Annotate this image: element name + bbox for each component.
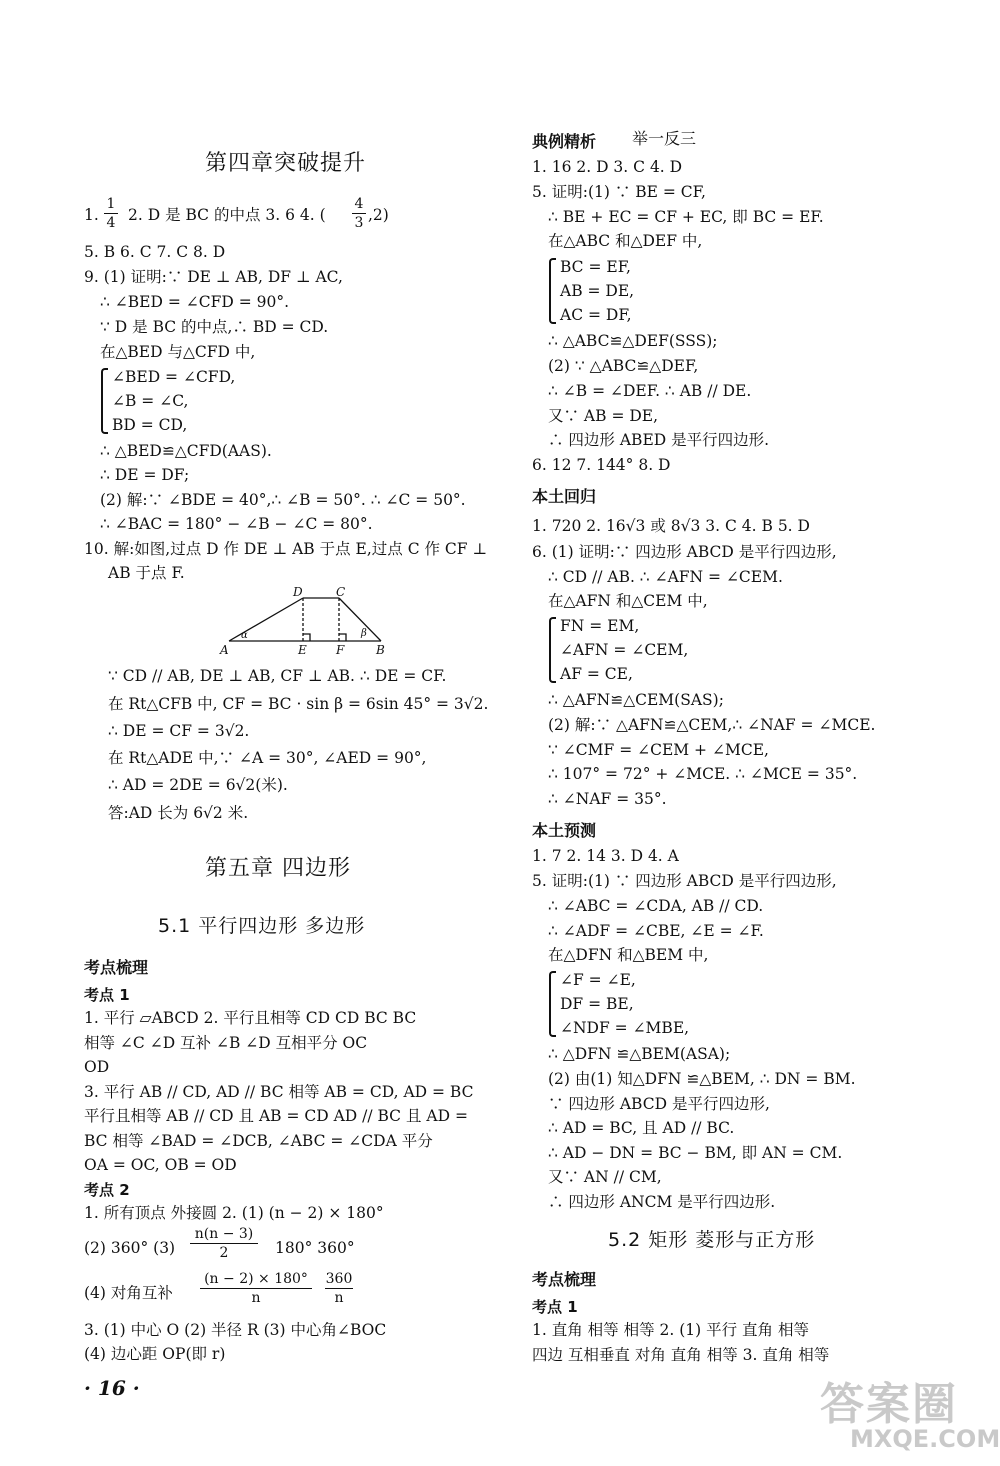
- ans-line: ∴ ∠NAF = 35°.: [548, 790, 667, 808]
- ans-line: ∠NDF = ∠MBE,: [560, 1019, 690, 1037]
- ans-line: DF = BE,: [560, 995, 634, 1013]
- ans-line: 平行且相等 AB // CD 且 AB = CD AD // BC 且 AD =: [84, 1107, 468, 1125]
- watermark-url: MXQE.COM: [850, 1425, 1000, 1453]
- ans-line: (2) 解:∵ ∠BDE = 40°,∴ ∠B = 50°. ∴ ∠C = 50°.: [100, 491, 466, 509]
- label-c: C: [336, 585, 346, 599]
- ans-line: ∴ DE = CF = 3√2.: [108, 722, 250, 740]
- dianli-heading: 典例精析: [532, 132, 597, 151]
- ans-line: 相等 ∠C ∠D 互补 ∠B ∠D 互相平分 OC: [84, 1034, 368, 1052]
- ans-line: ∵ CD // AB, DE ⊥ AB, CF ⊥ AB. ∴ DE = CF.: [108, 667, 447, 685]
- dianli-subheading: 举一反三: [632, 129, 697, 148]
- ans-line: ∴ △ABC≌△DEF(SSS);: [548, 332, 718, 350]
- ans-line: (2) 由(1) 知△DFN ≌△BEM, ∴ DN = BM.: [548, 1070, 856, 1088]
- ans-line: 1.: [84, 206, 99, 224]
- ans-line: ∴ ∠BED = ∠CFD = 90°.: [100, 293, 290, 311]
- ans-line: ∴ △DFN ≌△BEM(ASA);: [548, 1045, 731, 1063]
- ans-line: ∠BED = ∠CFD,: [112, 368, 236, 386]
- ans-line: ∴ 四边形 ABED 是平行四边形.: [548, 431, 770, 449]
- ans-line: 1. 7 2. 14 3. D 4. A: [532, 847, 679, 865]
- ans-line: ∴ ∠BAC = 180° − ∠B − ∠C = 80°.: [100, 515, 373, 533]
- ans-line: BD = CD,: [112, 416, 188, 434]
- ans-line: AB = DE,: [560, 282, 635, 300]
- ans-line: 5. 证明:(1) ∵ 四边形 ABCD 是平行四边形,: [532, 872, 837, 890]
- ans-line: BC 相等 ∠BAD = ∠DCB, ∠ABC = ∠CDA 平分: [84, 1132, 433, 1150]
- ans-line: (2) 360° (3): [84, 1239, 176, 1257]
- ans-line: ,2): [368, 206, 389, 224]
- section52-title: 5.2 矩形 菱形与正方形: [608, 1229, 816, 1251]
- ans-line: ∴ ∠ABC = ∠CDA, AB // CD.: [548, 897, 764, 915]
- ans-line: ∵ ∠CMF = ∠CEM + ∠MCE,: [548, 741, 769, 759]
- fraction: 360 n: [325, 1271, 353, 1306]
- ans-line: ∠B = ∠C,: [112, 392, 189, 410]
- ans-line: BC = EF,: [560, 258, 631, 276]
- ans-line: AC = DF,: [560, 306, 632, 324]
- ans-line: 又∵ AB = DE,: [548, 407, 659, 425]
- ans-line: 在 Rt△CFB 中, CF = BC · sin β = 6sin 45° = 3√2.: [108, 695, 489, 713]
- watermark-logo: 答案圈: [820, 1379, 958, 1430]
- ans-line: 1. 720 2. 16√3 或 8√3 3. C 4. B 5. D: [532, 517, 810, 535]
- label-e: E: [298, 643, 307, 657]
- kaodian-heading: 考点 1: [84, 986, 130, 1004]
- kaodian-heading: 考点 1: [532, 1298, 578, 1316]
- fraction: 4 3: [352, 196, 366, 231]
- ans-line: (2) 解:∵ △AFN≌△CEM,∴ ∠NAF = ∠MCE.: [548, 716, 876, 734]
- ans-line: 又∵ AN // CM,: [548, 1168, 662, 1186]
- page-number: · 16 ·: [84, 1376, 140, 1400]
- fraction: 1 4: [104, 196, 118, 231]
- bentu-yuce-heading: 本土预测: [532, 821, 597, 840]
- ans-line: ∴ ∠ADF = ∠CBE, ∠E = ∠F.: [548, 922, 764, 940]
- ans-line: AF = CE,: [560, 665, 633, 683]
- label-a: A: [220, 643, 229, 657]
- ans-line: 1. 平行 ▱ABCD 2. 平行且相等 CD CD BC BC: [84, 1009, 417, 1027]
- ans-line: ∴ CD // AB. ∴ ∠AFN = ∠CEM.: [548, 568, 783, 586]
- fraction: (n − 2) × 180° n: [200, 1271, 312, 1306]
- ans-line: OD: [84, 1058, 110, 1076]
- ans-line: (4) 对角互补: [84, 1284, 173, 1302]
- ans-line: 答:AD 长为 6√2 米.: [108, 804, 249, 822]
- kaodian-shuli-heading: 考点梳理: [532, 1270, 597, 1289]
- ans-line: ∴ ∠B = ∠DEF. ∴ AB // DE.: [548, 382, 752, 400]
- chapter4-title: 第四章突破提升: [205, 151, 367, 176]
- chapter5-title: 第五章 四边形: [205, 856, 351, 881]
- ans-line: ∴ 107° = 72° + ∠MCE. ∴ ∠MCE = 35°.: [548, 765, 858, 783]
- ans-line: 在△ABC 和△DEF 中,: [548, 232, 703, 250]
- ans-line: ∵ 四边形 ABCD 是平行四边形,: [548, 1095, 770, 1113]
- ans-line: AB 于点 F.: [108, 564, 185, 582]
- ans-line: ∴ AD − DN = BC − BM, 即 AN = CM.: [548, 1144, 843, 1162]
- ans-line: 10. 解:如图,过点 D 作 DE ⊥ AB 于点 E,过点 C 作 CF ⊥: [84, 540, 488, 558]
- ans-line: 四边 互相垂直 对角 直角 相等 3. 直角 相等: [532, 1346, 830, 1364]
- ans-line: ∴ BE + EC = CF + EC, 即 BC = EF.: [548, 208, 824, 226]
- ans-line: ∴ DE = DF;: [100, 466, 190, 484]
- label-beta: β: [361, 628, 367, 639]
- ans-line: 3. (1) 中心 O (2) 半径 R (3) 中心角∠BOC: [84, 1321, 387, 1339]
- brace: [549, 258, 556, 324]
- ans-line: 1. 直角 相等 相等 2. (1) 平行 直角 相等: [532, 1321, 809, 1339]
- ans-line: 6. (1) 证明:∵ 四边形 ABCD 是平行四边形,: [532, 543, 837, 561]
- ans-line: 180° 360°: [275, 1239, 355, 1257]
- fraction: n(n − 3) 2: [190, 1226, 258, 1261]
- brace: [549, 617, 556, 683]
- brace: [101, 368, 108, 434]
- bentu-huigui-heading: 本土回归: [532, 487, 597, 506]
- ans-line: 5. 证明:(1) ∵ BE = CF,: [532, 183, 706, 201]
- ans-line: ∴ AD = 2DE = 6√2(米).: [108, 776, 288, 794]
- ans-line: 6. 12 7. 144° 8. D: [532, 456, 671, 474]
- ans-line: ∠F = ∠E,: [560, 971, 636, 989]
- ans-line: 1. 16 2. D 3. C 4. D: [532, 158, 683, 176]
- kaodian-heading: 考点 2: [84, 1181, 130, 1199]
- kaodian-shuli-heading: 考点梳理: [84, 958, 149, 977]
- ans-line: FN = EM,: [560, 617, 640, 635]
- section51-title: 5.1 平行四边形 多边形: [158, 915, 366, 937]
- ans-line: 9. (1) 证明:∵ DE ⊥ AB, DF ⊥ AC,: [84, 268, 343, 286]
- ans-line: OA = OC, OB = OD: [84, 1156, 237, 1174]
- ans-line: ∵ D 是 BC 的中点,∴ BD = CD.: [100, 318, 329, 336]
- ans-line: 1. 所有顶点 外接圆 2. (1) (n − 2) × 180°: [84, 1204, 384, 1222]
- ans-line: 2. D 是 BC 的中点 3. 6 4. (: [128, 206, 326, 224]
- ans-line: (4) 边心距 OP(即 r): [84, 1345, 226, 1363]
- ans-line: 3. 平行 AB // CD, AD // BC 相等 AB = CD, AD = BC: [84, 1083, 474, 1101]
- trapezoid-figure: [215, 585, 395, 660]
- ans-line: 在△BED 与△CFD 中,: [100, 343, 256, 361]
- ans-line: ∠AFN = ∠CEM,: [560, 641, 689, 659]
- ans-line: ∴ △BED≌△CFD(AAS).: [100, 442, 272, 460]
- ans-line: ∴ 四边形 ANCM 是平行四边形.: [548, 1193, 776, 1211]
- ans-line: 在 Rt△ADE 中,∵ ∠A = 30°, ∠AED = 90°,: [108, 749, 427, 767]
- label-d: D: [293, 585, 303, 599]
- ans-line: 在△AFN 和△CEM 中,: [548, 592, 708, 610]
- ans-line: 5. B 6. C 7. C 8. D: [84, 243, 226, 261]
- label-b: B: [376, 643, 385, 657]
- ans-line: ∴ AD = BC, 且 AD // BC.: [548, 1119, 735, 1137]
- label-alpha: α: [241, 630, 248, 641]
- ans-line: (2) ∵ △ABC≌△DEF,: [548, 357, 699, 375]
- ans-line: 在△DFN 和△BEM 中,: [548, 946, 709, 964]
- ans-line: ∴ △AFN≌△CEM(SAS);: [548, 691, 724, 709]
- label-f: F: [336, 643, 345, 657]
- brace: [549, 971, 556, 1037]
